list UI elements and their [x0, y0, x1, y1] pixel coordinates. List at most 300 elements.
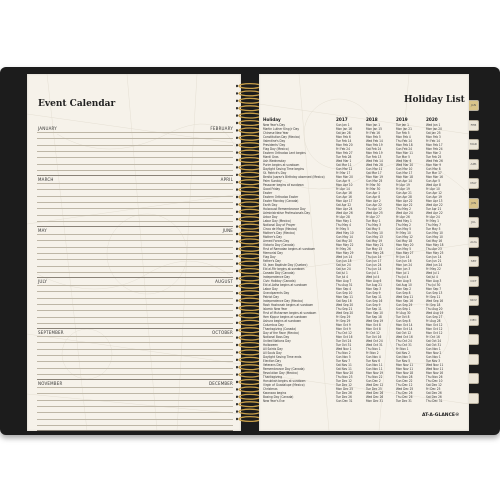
month-label: DECEMBER: [208, 381, 233, 386]
holiday-name: Independence Day (Mexico): [263, 299, 304, 303]
holiday-name: United Nations Day: [263, 339, 291, 343]
holiday-name: New Year's Eve: [263, 399, 285, 403]
holiday-date: Tue Oct 31: [336, 343, 352, 347]
holiday-date: Tue Sep 11: [366, 295, 382, 299]
holiday-date: Sun Jun 18: [336, 259, 352, 263]
holiday-date: Fri Apr 19: [396, 187, 410, 191]
spiral-coil: [239, 394, 261, 399]
holiday-date: Sun Sep 16: [366, 299, 383, 303]
spiral-coil: [239, 232, 261, 237]
punch-hole: [236, 277, 238, 279]
holiday-date: Sat Sep 16: [336, 299, 352, 303]
holiday-date: Thu Oct 31: [396, 343, 412, 347]
writing-line[interactable]: [37, 272, 233, 273]
spiral-coil: [239, 291, 261, 296]
month-tab[interactable]: AUG: [469, 237, 479, 248]
month-label: APRIL: [220, 177, 233, 182]
holiday-name: Flag Day: [263, 255, 276, 259]
holiday-date: Mon Aug 5: [396, 279, 412, 283]
holiday-date: Sun May 14: [336, 235, 353, 239]
month-tab[interactable]: NOV: [469, 295, 479, 306]
holiday-date: Mon Mar 9: [426, 163, 442, 167]
holiday-name: Good Friday: [263, 187, 281, 191]
holiday-date: Sun Sep 27: [426, 315, 443, 319]
holiday-date: Thu Jun 14: [366, 267, 382, 271]
holiday-date: Sat Jan 25: [426, 131, 441, 135]
holiday-date: Tue Nov 6: [366, 359, 381, 363]
holiday-name: All Souls Day: [263, 351, 282, 355]
holiday-date: Mon May 21: [366, 243, 384, 247]
writing-line[interactable]: [37, 406, 233, 407]
holiday-date: Fri Apr 26: [396, 215, 410, 219]
holiday-date: Tue Dec 12: [336, 383, 352, 387]
holiday-date: Sat May 5: [366, 227, 381, 231]
holiday-date: Mon Mar 11: [396, 151, 413, 155]
holiday-name: Eid al-Fitr begins at sundown: [263, 267, 305, 271]
holiday-date: Mon Apr 10: [336, 183, 353, 187]
writing-line[interactable]: [37, 253, 233, 254]
writing-line[interactable]: [37, 419, 233, 420]
month-label: JANUARY: [38, 126, 57, 131]
month-tab[interactable]: JAN: [469, 100, 479, 111]
writing-line[interactable]: [37, 189, 233, 190]
writing-line[interactable]: [37, 247, 233, 248]
writing-line[interactable]: [37, 183, 233, 184]
holiday-date: Wed Feb 26: [426, 159, 443, 163]
holiday-date: Mon May 18: [426, 243, 444, 247]
holiday-date: Wed Sep 19: [366, 319, 384, 323]
month-label: MARCH: [38, 177, 54, 182]
holiday-date: Tue Feb 13: [366, 155, 382, 159]
holiday-date: Sun May 10: [426, 235, 443, 239]
holiday-date: Mon May 27: [396, 251, 414, 255]
spiral-coil: [239, 417, 261, 422]
holiday-date: Wed Nov 11: [426, 367, 444, 371]
writing-line[interactable]: [37, 259, 233, 260]
holiday-date: Wed Apr 22: [426, 203, 443, 207]
holiday-date: Sun Jul 1: [366, 271, 379, 275]
holiday-date: Thu Aug 20: [426, 307, 443, 311]
holiday-date: Wed Jan 1: [426, 123, 441, 127]
holiday-name: Presidents' Day: [263, 143, 286, 147]
holiday-date: Sat Mar 17: [366, 171, 382, 175]
punch-hole: [236, 174, 238, 176]
holiday-date: Fri Sep 29: [336, 315, 351, 319]
holiday-date: Mon Jan 15: [366, 127, 382, 131]
holiday-date: Fri Feb 24: [336, 147, 350, 151]
holiday-list-page: [259, 74, 469, 431]
month-label: NOVEMBER: [38, 381, 63, 386]
holiday-date: Sun Sep 8: [396, 291, 411, 295]
holiday-name: Eid al-Adha begins at sundown: [263, 283, 308, 287]
writing-line[interactable]: [37, 145, 233, 146]
spiral-coil: [239, 165, 261, 170]
col-header-holiday: Holiday: [263, 117, 281, 122]
holiday-date: Fri Feb 14: [426, 139, 440, 143]
holiday-date: Thu May 4: [336, 223, 351, 227]
spiral-coil: [239, 158, 261, 163]
holiday-date: Thu Apr 12: [366, 207, 382, 211]
spiral-coil: [239, 320, 261, 325]
holiday-date: Sun Sep 29: [396, 303, 413, 307]
holiday-name: Mother's Day: [263, 235, 282, 239]
holiday-date: Mon Feb 5: [366, 135, 381, 139]
holiday-date: Mon Mar 2: [426, 151, 442, 155]
holiday-date: Sun May 10: [426, 231, 443, 235]
holiday-date: Tue May 15: [366, 247, 383, 251]
writing-line[interactable]: [37, 291, 233, 292]
holiday-name: Administrative Professionals Day: [263, 211, 311, 215]
holiday-date: Mon May 1: [336, 219, 352, 223]
page-title: Holiday List: [404, 95, 465, 105]
month-tab[interactable]: [469, 334, 479, 345]
holiday-date: Sun Apr 12: [426, 191, 442, 195]
punch-hole: [236, 322, 238, 324]
holiday-date: Fri Feb 16: [366, 131, 380, 135]
month-tab[interactable]: DEC: [469, 315, 479, 326]
punch-hole: [236, 248, 238, 250]
writing-line[interactable]: [37, 208, 233, 209]
holiday-date: Fri May 10: [396, 231, 411, 235]
punch-hole: [236, 129, 238, 131]
punch-hole: [236, 307, 238, 309]
writing-line[interactable]: [37, 196, 233, 197]
holiday-name: First of Muharram begins at sundown: [263, 311, 317, 315]
holiday-date: Sun Sep 13: [426, 291, 443, 295]
punch-hole: [236, 359, 238, 361]
holiday-date: Thu Jul 4: [396, 275, 409, 279]
punch-hole: [236, 418, 238, 420]
writing-line[interactable]: [37, 317, 233, 318]
spiral-coil: [239, 387, 261, 392]
holiday-name: Memorial Day: [263, 251, 283, 255]
punch-hole: [236, 299, 238, 301]
holiday-date: Fri Mar 30: [366, 183, 381, 187]
holiday-date: Fri Apr 19: [396, 183, 410, 187]
punch-hole: [236, 403, 238, 405]
holiday-date: Mon Oct 16: [336, 335, 353, 339]
punch-hole: [236, 314, 238, 316]
spiral-coil: [239, 202, 261, 207]
month-tab[interactable]: [469, 354, 479, 365]
holiday-date: Tue Jan 1: [396, 123, 409, 127]
holiday-date: Thu Nov 2: [336, 351, 351, 355]
writing-line[interactable]: [37, 157, 233, 158]
holiday-name: Patriot Day: [263, 295, 279, 299]
writing-line[interactable]: [37, 355, 233, 356]
punch-hole: [236, 292, 238, 294]
month-tab[interactable]: OCT: [469, 276, 479, 287]
writing-line[interactable]: [37, 412, 233, 413]
holiday-date: Wed Jul 4: [366, 275, 380, 279]
holiday-name: Election Day: [263, 359, 282, 363]
writing-line[interactable]: [37, 368, 233, 369]
holiday-date: Sat May 18: [396, 239, 413, 243]
holiday-date: Fri Apr 28: [336, 215, 350, 219]
holiday-date: Sat Mar 11: [336, 163, 352, 167]
month-tab[interactable]: [469, 393, 479, 404]
holiday-date: Sun Apr 5: [426, 179, 441, 183]
holiday-date: Sat Dec 26: [426, 391, 442, 395]
holiday-date: Mon Oct 8: [366, 323, 381, 327]
holiday-date: Tue Feb 25: [426, 155, 442, 159]
holiday-date: Sat Jun 24: [336, 263, 351, 267]
holiday-date: Wed Mar 6: [396, 159, 412, 163]
spiral-coil: [239, 380, 261, 385]
holiday-name: National Day of Prayer: [263, 223, 296, 227]
holiday-date: Tue Feb 28: [336, 155, 352, 159]
holiday-date: Sun Apr 16: [336, 191, 352, 195]
month-label: MAY: [38, 228, 47, 233]
holiday-date: Mon Aug 7: [336, 279, 352, 283]
holiday-date: Sun Feb 24: [396, 147, 412, 151]
holiday-date: Fri Mar 17: [336, 171, 351, 175]
holiday-name: Victoria Day (Canada): [263, 243, 295, 247]
holiday-date: Mon Jan 20: [426, 127, 442, 131]
month-label: FEBRUARY: [210, 126, 233, 131]
holiday-date: Mon Jun 24: [396, 263, 412, 267]
month-tab[interactable]: [469, 373, 479, 384]
holiday-date: Mon Feb 3: [426, 135, 441, 139]
writing-line[interactable]: [37, 234, 233, 235]
holiday-date: Sun Nov 4: [366, 355, 381, 359]
holiday-name: Christmas: [263, 387, 278, 391]
holiday-date: Sat May 20: [336, 239, 353, 243]
holiday-date: Mon Oct 12: [426, 327, 443, 331]
holiday-date: Sat Feb 24: [366, 147, 382, 151]
month-label: OCTOBER: [212, 330, 233, 335]
holiday-name: Veterans Day: [263, 363, 283, 367]
writing-line[interactable]: [37, 266, 233, 267]
holiday-date: Mon Apr 17: [336, 199, 353, 203]
holiday-date: Mon May 20: [396, 243, 414, 247]
holiday-date: Fri May 22: [426, 267, 441, 271]
holiday-date: Sun Jan 1: [336, 123, 350, 127]
holiday-date: Mon Oct 9: [336, 323, 351, 327]
writing-line[interactable]: [37, 138, 233, 139]
holiday-date: Tue Aug 21: [366, 283, 382, 287]
holiday-name: Revolution Day (Mexico): [263, 371, 298, 375]
holiday-date: Wed Apr 26: [336, 211, 353, 215]
writing-line[interactable]: [37, 285, 233, 286]
spiral-coil: [239, 357, 261, 362]
holiday-date: Mon Nov 20: [336, 371, 354, 375]
holiday-name: Hanukkah begins at sundown: [263, 379, 306, 383]
holiday-date: Mon Nov 2: [426, 351, 442, 355]
writing-line[interactable]: [37, 221, 233, 222]
holiday-date: Sun Jun 24: [366, 263, 382, 267]
holiday-date: Mon Sep 2: [396, 287, 412, 291]
holiday-date: Mon Apr 22: [396, 199, 413, 203]
holiday-date: Sun Mar 25: [366, 179, 383, 183]
holiday-date: Thu Sep 21: [336, 307, 353, 311]
holiday-name: Canada Day (Canada): [263, 271, 295, 275]
holiday-date: Mon Mar 16: [426, 175, 443, 179]
punch-hole: [236, 85, 238, 87]
holiday-date: Sat Nov 2: [396, 351, 410, 355]
page-title: Event Calendar: [38, 99, 116, 109]
holiday-name: Palm Sunday: [263, 179, 282, 183]
spiral-coil: [239, 195, 261, 200]
punch-hole: [236, 344, 238, 346]
holiday-date: Wed Sep 16: [426, 299, 444, 303]
holiday-date: Fri Oct 12: [366, 331, 380, 335]
punch-hole: [236, 351, 238, 353]
month-label: JULY: [38, 279, 48, 284]
holiday-date: Sun Apr 8: [366, 195, 381, 199]
spiral-coil: [239, 150, 261, 155]
holiday-date: Tue Oct 24: [336, 339, 352, 343]
holiday-date: Sun Sep 9: [366, 291, 381, 295]
writing-line[interactable]: [37, 425, 233, 426]
holiday-date: Sun Apr 14: [396, 179, 412, 183]
holiday-date: Thu Dec 31: [426, 399, 443, 403]
holiday-date: Fri Dec 25: [426, 387, 441, 391]
punch-hole: [236, 107, 238, 109]
holiday-date: Mon Nov 18: [396, 371, 414, 375]
brand-logo: AT-A-GLANCE®: [422, 413, 460, 418]
holiday-date: Wed Nov 1: [336, 347, 352, 351]
holiday-date: Mon Nov 11: [396, 367, 414, 371]
holiday-name: Armed Forces Day: [263, 239, 290, 243]
writing-line[interactable]: [37, 349, 233, 350]
holiday-date: Fri Sep 18: [426, 303, 441, 307]
holiday-date: Thu Nov 26: [426, 375, 443, 379]
holiday-date: Mon Feb 27: [336, 151, 353, 155]
punch-hole: [236, 262, 238, 264]
holiday-name: Remembrance Day (Canada): [263, 367, 305, 371]
holiday-name: Thanksgiving (Canada): [263, 327, 297, 331]
holiday-date: Tue Dec 31: [396, 399, 412, 403]
month-tab[interactable]: JUN: [469, 198, 479, 209]
holiday-date: Sun May 5: [396, 247, 412, 251]
holiday-row: [263, 399, 459, 404]
writing-line[interactable]: [37, 164, 233, 165]
punch-hole: [236, 225, 238, 227]
holiday-name: Virgin of Guadalupe (Mexico): [263, 383, 305, 387]
spiral-coil: [239, 350, 261, 355]
holiday-date: Mon Nov 11: [396, 363, 414, 367]
writing-line[interactable]: [37, 304, 233, 305]
holiday-date: Sun Apr 28: [396, 195, 412, 199]
holiday-name: Boxing Day (Canada): [263, 395, 294, 399]
holiday-name: Martin Luther King Jr Day: [263, 127, 300, 131]
writing-line[interactable]: [37, 215, 233, 216]
punch-hole: [236, 410, 238, 412]
holiday-date: Wed Jul 1: [426, 271, 440, 275]
holiday-date: Sun Mar 11: [366, 167, 383, 171]
holiday-name: Eastern Orthodox Easter: [263, 195, 299, 199]
writing-line[interactable]: [37, 170, 233, 171]
month-tab[interactable]: MAR: [469, 139, 479, 150]
writing-line[interactable]: [37, 151, 233, 152]
month-tab[interactable]: JUL: [469, 217, 479, 228]
holiday-date: Sat May 16: [426, 239, 443, 243]
writing-line[interactable]: [37, 393, 233, 394]
holiday-date: Fri Mar 30: [366, 187, 381, 191]
writing-line[interactable]: [37, 387, 233, 388]
holiday-date: Wed Sep 20: [336, 303, 354, 307]
holiday-date: Wed Dec 25: [396, 387, 414, 391]
holiday-date: Wed Aug 19: [426, 311, 444, 315]
writing-line[interactable]: [37, 240, 233, 241]
writing-line[interactable]: [37, 310, 233, 311]
holiday-date: Sun Mar 17: [396, 171, 413, 175]
holiday-date: Mon Feb 4: [396, 135, 411, 139]
holiday-date: Fri Apr 27: [366, 215, 380, 219]
punch-hole: [236, 396, 238, 398]
punch-hole: [236, 270, 238, 272]
punch-hole: [236, 159, 238, 161]
punch-hole: [236, 196, 238, 198]
holiday-date: Mon Sep 11: [336, 295, 353, 299]
holiday-name: Mother's Day (Mexico): [263, 231, 296, 235]
writing-line[interactable]: [37, 323, 233, 324]
month-tab[interactable]: APR: [469, 159, 479, 170]
writing-line[interactable]: [37, 342, 233, 343]
holiday-date: Mon Feb 20: [336, 143, 353, 147]
holiday-date: Mon Apr 24: [336, 207, 353, 211]
holiday-date: Sat Nov 11: [336, 367, 352, 371]
holiday-date: Mon Oct 9: [336, 327, 351, 331]
holiday-date: Sun Mar 10: [396, 167, 413, 171]
writing-line[interactable]: [37, 336, 233, 337]
month-tab[interactable]: MAY: [469, 178, 479, 189]
holiday-date: Fri Sep 29: [336, 319, 351, 323]
holiday-date: Sun Mar 12: [336, 167, 353, 171]
holiday-date: Wed Apr 24: [396, 211, 413, 215]
holiday-date: Thu Oct 24: [396, 339, 412, 343]
month-tab[interactable]: SEP: [469, 256, 479, 267]
writing-line[interactable]: [37, 361, 233, 362]
holiday-date: Mon Oct 12: [426, 331, 443, 335]
holiday-name: Chinese New Year: [263, 131, 289, 135]
holiday-date: Thu May 7: [426, 223, 441, 227]
punch-hole: [236, 285, 238, 287]
spiral-coil: [239, 106, 261, 111]
holiday-date: Mon Aug 6: [366, 279, 382, 283]
punch-hole: [236, 100, 238, 102]
holiday-date: Fri Aug 28: [426, 319, 441, 323]
spiral-coil: [239, 365, 261, 370]
spiral-coil: [239, 91, 261, 96]
holiday-date: Sun Nov 3: [396, 355, 411, 359]
month-label: JUNE: [222, 228, 233, 233]
writing-line[interactable]: [37, 374, 233, 375]
holiday-name: Civic Holiday (Canada): [263, 279, 296, 283]
spiral-coil: [239, 343, 261, 348]
holiday-date: Fri Sep 11: [426, 295, 441, 299]
section-divider: [37, 226, 233, 227]
writing-line[interactable]: [37, 298, 233, 299]
col-header-2019: 2019: [396, 117, 408, 122]
punch-hole: [236, 203, 238, 205]
month-tab[interactable]: FEB: [469, 120, 479, 131]
spiral-coil: [239, 254, 261, 259]
col-header-2020: 2020: [426, 117, 438, 122]
writing-line[interactable]: [37, 132, 233, 133]
spiral-coil: [239, 128, 261, 133]
holiday-date: Sat Jul 1: [336, 271, 348, 275]
holiday-name: Islamic New Year: [263, 307, 288, 311]
writing-line[interactable]: [37, 202, 233, 203]
holiday-name: St. Jean Baptiste Day (Quebec): [263, 263, 308, 267]
holiday-date: Sat May 19: [366, 239, 383, 243]
holiday-name: Halloween: [263, 343, 278, 347]
holiday-name: Cinco de Mayo (Mexico): [263, 227, 298, 231]
writing-line[interactable]: [37, 400, 233, 401]
holiday-date: Sat Nov 11: [336, 363, 352, 367]
